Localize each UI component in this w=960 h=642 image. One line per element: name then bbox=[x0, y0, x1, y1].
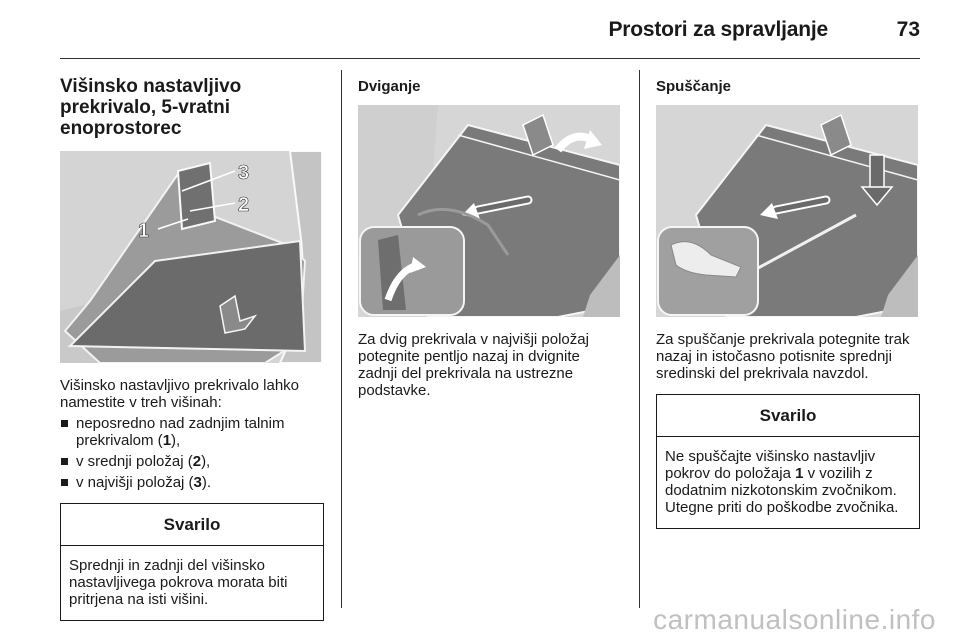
list-item: neposredno nad zadnjim talnim prekrivalom (1), bbox=[60, 415, 324, 449]
list-item: v najvišji položaj (3). bbox=[60, 474, 324, 491]
column-left bbox=[60, 70, 324, 621]
page-number: 73 bbox=[896, 18, 920, 41]
callout-3: 3 bbox=[238, 162, 250, 184]
cargo-cover-illustration bbox=[60, 151, 322, 363]
column-divider bbox=[341, 70, 342, 608]
warning-body: Ne spuščajte višinsko nastavljiv pokrov do položaja 1 v vozilih z dodatnim nizkotonskim zvočnikom. Utegne priti do poškodbe zvočnika. bbox=[665, 448, 899, 516]
column-right bbox=[656, 70, 920, 529]
warning-box bbox=[656, 394, 920, 529]
raising-illustration bbox=[358, 105, 620, 317]
cargo-cover-figure bbox=[60, 151, 322, 363]
lowering-figure bbox=[656, 105, 918, 317]
callout-2: 2 bbox=[238, 194, 250, 216]
warning-body: Sprednji in zadnji del višinsko nastavljivega pokrova morata biti pritrjena na isti višini. bbox=[69, 557, 288, 608]
raising-figure bbox=[358, 105, 620, 317]
section-heading: Višinsko nastavljivo prekrivalo, 5-vratni enoprostorec bbox=[60, 76, 242, 139]
lowering-text: Za spuščanje prekrivala potegnite trak nazaj in istočasno potisnite sprednji sredinski del prekrivala navzdol. bbox=[656, 331, 910, 382]
lowering-illustration bbox=[656, 105, 918, 317]
list-item: v srednji položaj (2), bbox=[60, 453, 324, 470]
column-middle bbox=[358, 70, 622, 399]
header-title: Prostori za spravljanje bbox=[608, 18, 828, 41]
warning-box bbox=[60, 503, 324, 621]
callout-1: 1 bbox=[138, 220, 150, 242]
warning-title: Svarilo bbox=[61, 504, 323, 546]
raising-text: Za dvig prekrivala v najvišji položaj potegnite pentljo nazaj in dvignite zadnji del prekrivala na ustrezne podstavke. bbox=[358, 331, 589, 399]
intro-text: Višinsko nastavljivo prekrivalo lahko namestite v treh višinah: bbox=[60, 377, 300, 411]
watermark: carmanualsonline.info bbox=[653, 604, 936, 635]
section-heading: Dviganje bbox=[358, 78, 421, 95]
page-header bbox=[60, 0, 920, 59]
position-list bbox=[60, 415, 324, 491]
column-divider bbox=[639, 70, 640, 608]
warning-title: Svarilo bbox=[657, 395, 919, 437]
section-heading: Spuščanje bbox=[656, 78, 732, 95]
